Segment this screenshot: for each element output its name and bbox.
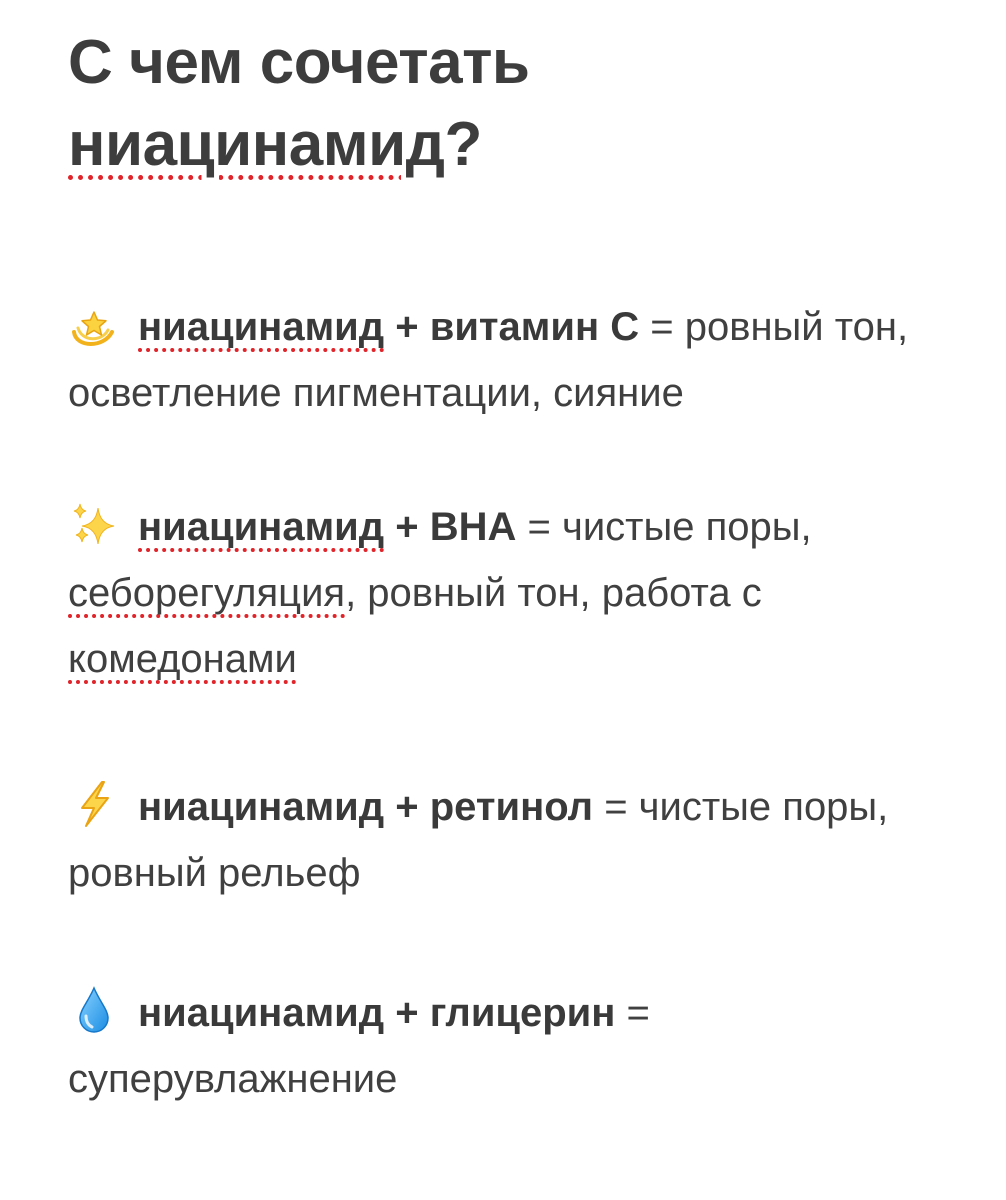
item-formula: + витамин С — [384, 305, 640, 349]
item-formula: + ВНА — [384, 505, 517, 549]
misspelled-word[interactable]: ниацинамид — [138, 305, 385, 349]
title-question-mark: ? — [444, 110, 482, 179]
title-misspelled-word[interactable]: ниацинамид — [68, 110, 445, 179]
combination-item-retinol — [68, 774, 948, 906]
item-description: = чистые поры, ровный рельеф — [68, 785, 889, 895]
item-description-continued: , ровный тон, работа с — [345, 571, 762, 615]
item-description: = суперувлажнение — [68, 991, 650, 1101]
misspelled-word[interactable]: себорегуляция — [68, 571, 346, 615]
combination-item-glycerin — [68, 980, 948, 1112]
page-title — [68, 22, 948, 186]
item-description: = чистые поры, — [516, 505, 812, 549]
item-formula: ниацинамид + ретинол — [138, 785, 594, 829]
combination-item-vitamin-c — [68, 294, 948, 426]
combination-item-bha — [68, 494, 948, 692]
item-formula: ниацинамид + глицерин — [138, 991, 616, 1035]
dizzy-star-icon — [68, 298, 120, 350]
sparkles-icon — [68, 498, 120, 550]
lightning-icon — [68, 778, 120, 830]
item-description: = ровный тон, осветление пигментации, сияние — [68, 305, 909, 415]
droplet-icon — [68, 984, 120, 1036]
title-line-1: С чем сочетать — [68, 28, 530, 97]
misspelled-word[interactable]: комедонами — [68, 637, 297, 681]
misspelled-word[interactable]: ниацинамид — [138, 505, 385, 549]
